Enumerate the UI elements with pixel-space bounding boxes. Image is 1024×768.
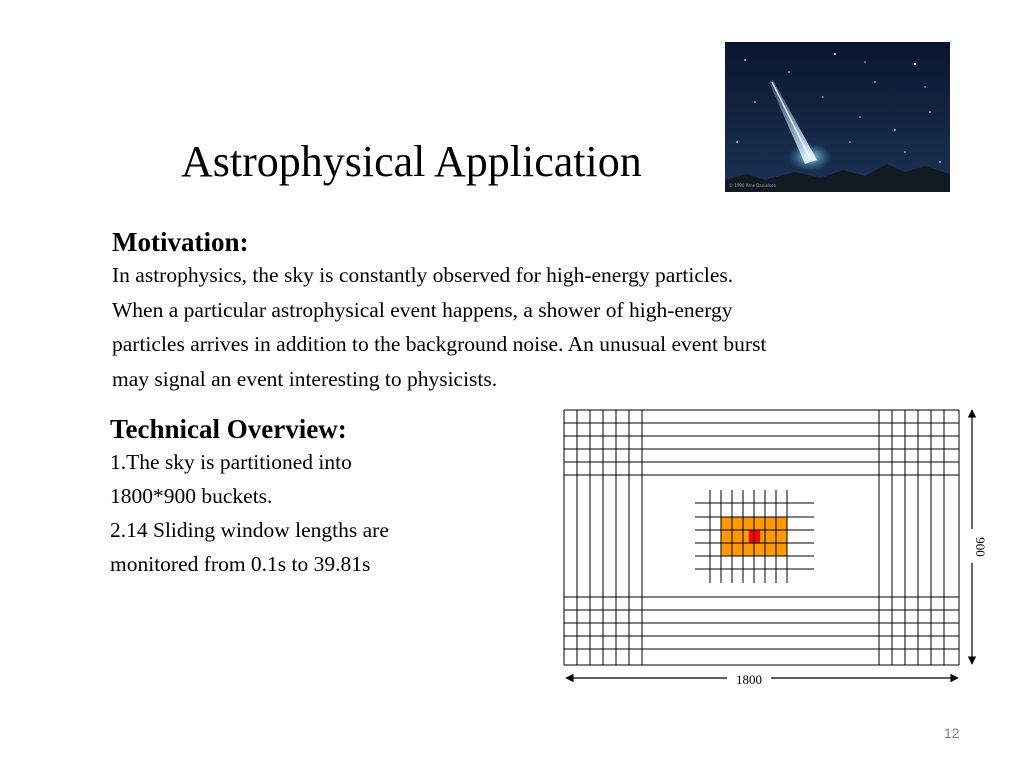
meteor-icon bbox=[725, 42, 950, 192]
technical-line: 1800*900 buckets. bbox=[110, 484, 273, 508]
height-label: 900 bbox=[973, 537, 988, 557]
technical-line: 2.14 Sliding window lengths are bbox=[110, 518, 389, 542]
technical-overview-section bbox=[110, 413, 389, 581]
technical-line: 1.The sky is partitioned into bbox=[110, 450, 352, 474]
motivation-line: particles arrives in addition to the background noise. An unusual event burst bbox=[112, 332, 767, 356]
slide-title: Astrophysical Application bbox=[181, 137, 642, 186]
motivation-line: may signal an event interesting to physicists. bbox=[112, 366, 498, 391]
motivation-section bbox=[112, 226, 766, 396]
inner-grid-lines bbox=[695, 490, 814, 583]
meteor-photo bbox=[725, 42, 950, 192]
motivation-heading: Motivation: bbox=[112, 227, 249, 257]
motivation-line: In astrophysics, the sky is constantly observed for high-energy particles. bbox=[112, 263, 734, 287]
width-label: 1800 bbox=[736, 672, 762, 687]
photo-caption: © 1996 Arne Danielsen bbox=[729, 183, 777, 188]
technical-heading: Technical Overview: bbox=[110, 414, 347, 444]
motivation-line: When a particular astrophysical event happens, a shower of high-energy bbox=[112, 297, 733, 322]
sky-partition-grid bbox=[555, 403, 995, 695]
technical-line: monitored from 0.1s to 39.81s bbox=[110, 552, 371, 576]
page-number: 12 bbox=[944, 725, 960, 741]
